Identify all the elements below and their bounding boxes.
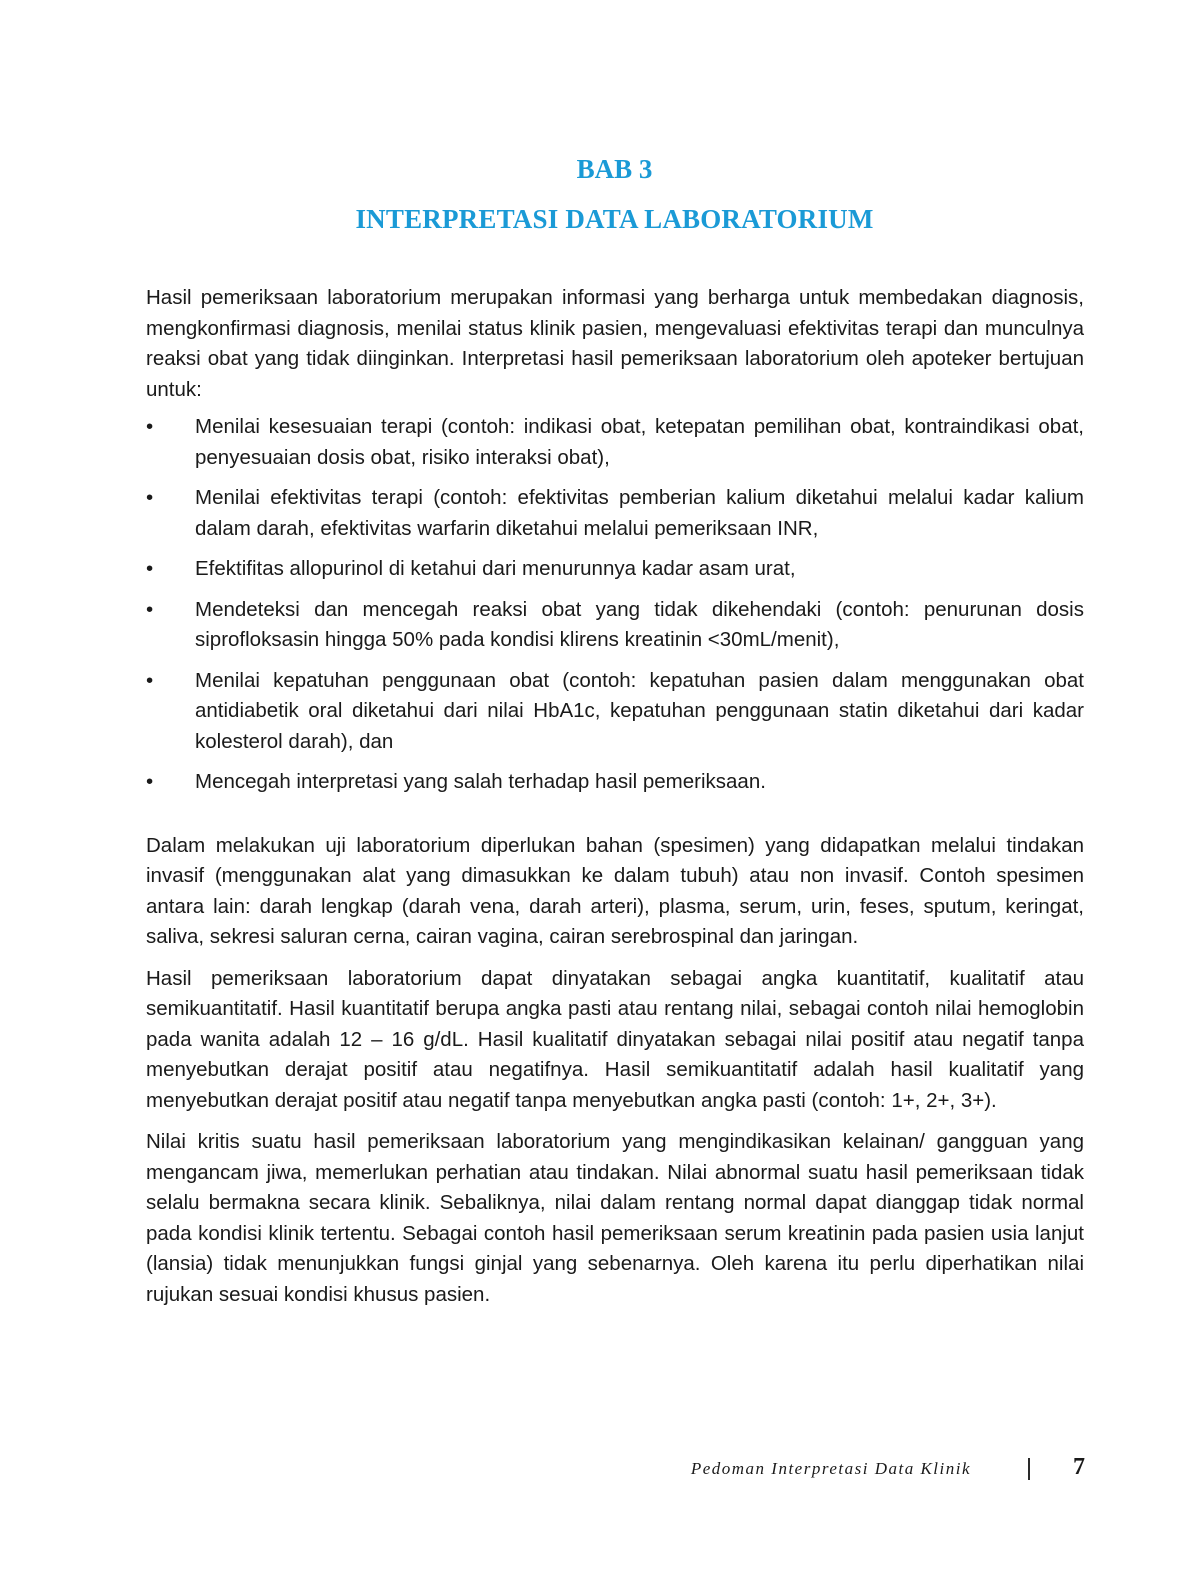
list-item — [146, 767, 1084, 798]
specimen-paragraph: Dalam melakukan uji laboratorium diperlukan bahan (spesimen) yang didapatkan melalui tindakan invasif (menggunakan alat yang dimasukkan ke dalam tubuh) atau non invasif. Contoh spesimen antara lain: darah lengkap (darah vena, darah arteri), plasma, serum, urin, feses, sputum, keringat, saliva, sekresi saluran cerna, cairan vagina, cairan serebrospinal dan jaringan. — [146, 833, 1084, 948]
results-paragraph: Hasil pemeriksaan laboratorium dapat dinyatakan sebagai angka kuantitatif, kualitatif atau semikuantitatif. Hasil kuantitatif berupa angka pasti atau rentang nilai, sebagai contoh nilai hemoglobin pada wanita adalah 12 – 16 g/dL. Hasil kualitatif dinyatakan sebagai nilai positif atau negatif tanpa menyebutkan derajat positif atau negatifnya. Hasil semikuantitatif adalah hasil kualitatif yang menyebutkan derajat positif atau negatif tanpa menyebutkan angka pasti (contoh: 1+, 2+, 3+). — [146, 966, 1084, 1112]
chapter-label: BAB 3 — [576, 154, 653, 184]
list-item — [146, 412, 1084, 473]
list-item — [146, 666, 1084, 758]
list-item — [146, 483, 1084, 544]
list-item-text: Menilai efektivitas terapi (contoh: efektivitas pemberian kalium diketahui melalui kadar kalium dalam darah, efektivitas warfarin diketahui melalui pemeriksaan INR, — [195, 486, 1084, 540]
list-item-text: Mencegah interpretasi yang salah terhadap hasil pemeriksaan. — [195, 770, 766, 793]
list-item — [146, 554, 1084, 585]
intro-paragraph: Hasil pemeriksaan laboratorium merupakan informasi yang berharga untuk membedakan diagnosis, mengkonfirmasi diagnosis, menilai status klinik pasien, mengevaluasi efektivitas terapi dan munculnya reaksi obat yang tidak diinginkan. Interpretasi hasil pemeriksaan laboratorium oleh apoteker bertujuan untuk: — [146, 286, 1084, 401]
bullet-icon: • — [146, 597, 154, 621]
page-number: 7 — [1073, 1454, 1085, 1480]
bullet-icon: • — [146, 668, 154, 692]
footer-book-title: Pedoman Interpretasi Data Klinik — [690, 1459, 971, 1478]
critical-values-paragraph: Nilai kritis suatu hasil pemeriksaan laboratorium yang mengindikasikan kelainan/ gangguan yang mengancam jiwa, memerlukan perhatian atau tindakan. Nilai abnormal suatu hasil pemeriksaan tidak selalu bermakna secara klinik. Sebaliknya, nilai dalam rentang normal dapat dianggap tidak normal pada kondisi klinik tertentu. Sebagai contoh hasil pemeriksaan serum kreatinin pada pasien usia lanjut (lansia) tidak menunjukkan fungsi ginjal yang sebenarnya. Oleh karena itu perlu diperhatikan nilai rujukan sesuai kondisi khusus pasien. — [146, 1130, 1084, 1306]
list-item — [146, 595, 1084, 656]
list-item-text: Menilai kesesuaian terapi (contoh: indikasi obat, ketepatan pemilihan obat, kontraindikasi obat, penyesuaian dosis obat, risiko interaksi obat), — [195, 415, 1084, 469]
chapter-title: INTERPRETASI DATA LABORATORIUM — [355, 204, 874, 234]
bullet-icon: • — [146, 557, 154, 580]
body-text — [146, 283, 1084, 1310]
bullet-list — [146, 412, 1084, 798]
list-item-text: Menilai kepatuhan penggunaan obat (contoh: kepatuhan pasien dalam menggunakan obat antidiabetik oral diketahui dari nilai HbA1c, kepatuhan penggunaan statin diketahui dari kadar kolesterol darah), dan — [195, 668, 1084, 753]
page-footer — [0, 1456, 1085, 1486]
list-item-text: Efektifitas allopurinol di ketahui dari menurunnya kadar asam urat, — [195, 557, 796, 580]
bullet-icon: • — [146, 415, 154, 438]
bullet-icon: • — [146, 770, 154, 793]
bullet-icon: • — [146, 486, 154, 509]
list-item-text: Mendeteksi dan mencegah reaksi obat yang tidak dikehendaki (contoh: penurunan dosis siprofloksasin hingga 50% pada kondisi klirens kreatinin <30mL/menit), — [195, 597, 1084, 651]
footer-divider — [1028, 1458, 1030, 1480]
